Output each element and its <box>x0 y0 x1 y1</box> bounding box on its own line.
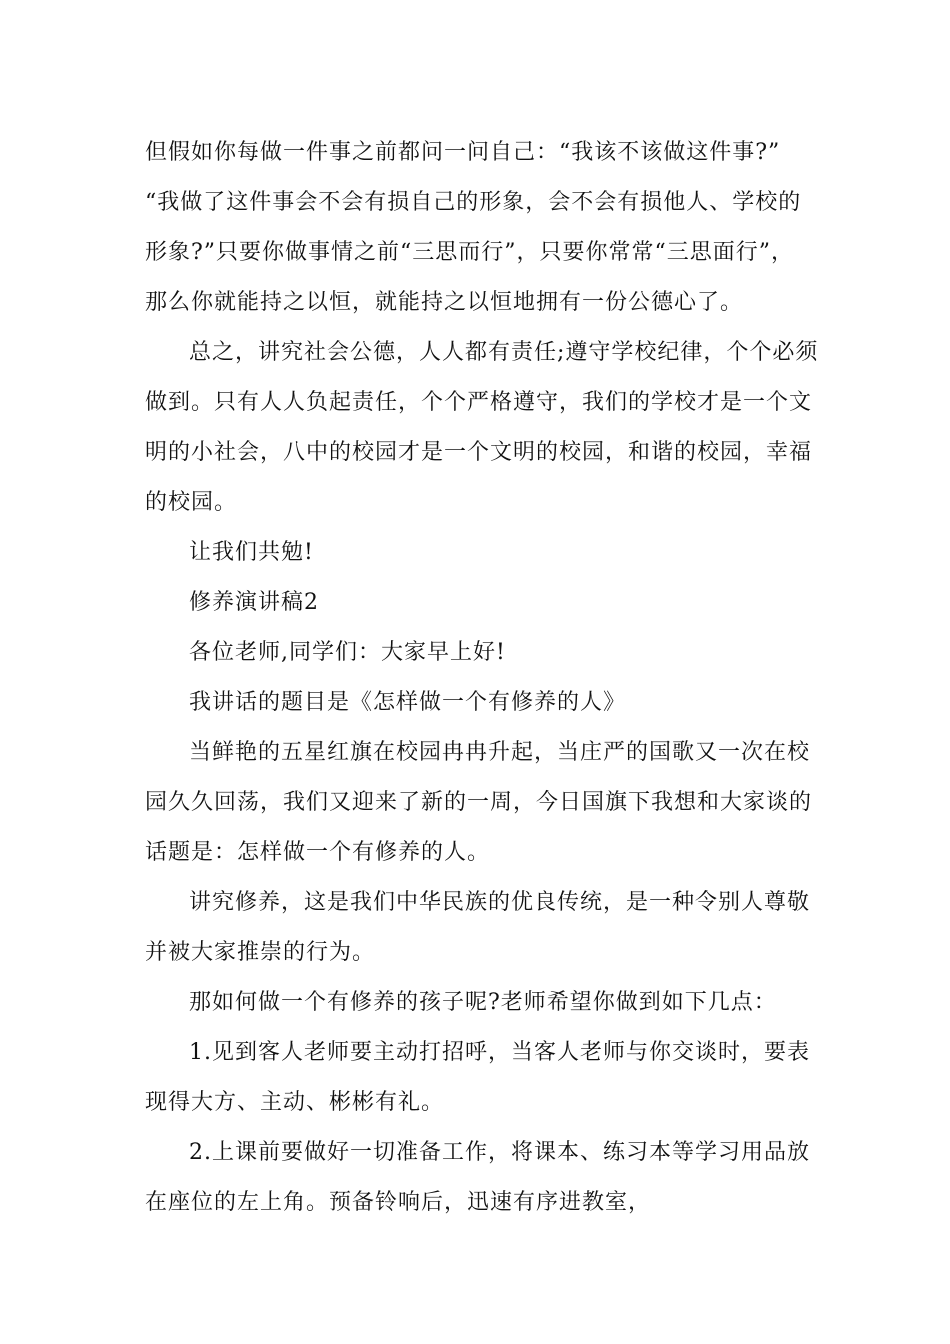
text-line: 园久久回荡，我们又迎来了新的一周，今日国旗下我想和大家谈的 <box>145 790 813 815</box>
text-line: 当鲜艳的五星红旗在校园冉冉升起，当庄严的国歌又一次在校 <box>189 740 811 765</box>
text-line: 明的小社会，八中的校园才是一个文明的校园，和谐的校园，幸福 <box>145 440 813 465</box>
text-line: “我做了这件事会不会有损自己的形象，会不会有损他人、学校的 <box>145 190 802 215</box>
paragraph <box>145 578 825 628</box>
text-line: 话题是：怎样做一个有修养的人。 <box>145 840 491 865</box>
text-line: 各位老师,同学们：大家早上好! <box>189 640 506 665</box>
text-line: 那如何做一个有修养的孩子呢?老师希望你做到如下几点： <box>189 990 777 1015</box>
text-line: 总之，讲究社会公德，人人都有责任;遵守学校纪律，个个必须 <box>189 340 819 365</box>
paragraph <box>145 628 825 678</box>
text-line: 让我们共勉! <box>189 540 314 565</box>
paragraph <box>145 328 825 528</box>
text-line: 在座位的左上角。预备铃响后，迅速有序进教室， <box>145 1190 652 1215</box>
text-line: 2.上课前要做好一切准备工作，将课本、练习本等学习用品放 <box>189 1140 810 1165</box>
paragraph <box>145 528 825 578</box>
text-line: 讲究修养，这是我们中华民族的优良传统，是一种令别人尊敬 <box>189 890 811 915</box>
paragraph <box>145 1028 825 1128</box>
paragraph <box>145 1128 825 1228</box>
paragraph <box>145 678 825 728</box>
text-line: 的校园。 <box>145 490 238 515</box>
text-line: 修养演讲稿2 <box>189 590 319 615</box>
text-line: 形象?”只要你做事情之前“三思而行”，只要你常常“三思面行”， <box>145 240 795 265</box>
text-line: 现得大方、主动、彬彬有礼。 <box>145 1090 445 1115</box>
text-line: 做到。只有人人负起责任，个个严格遵守，我们的学校才是一个文 <box>145 390 813 415</box>
text-line: 我讲话的题目是《怎样做一个有修养的人》 <box>189 690 627 715</box>
paragraph <box>145 128 825 328</box>
text-line: 并被大家推崇的行为。 <box>145 940 376 965</box>
text-line: 那么你就能持之以恒，就能持之以恒地拥有一份公德心了。 <box>145 290 744 315</box>
paragraph <box>145 978 825 1028</box>
paragraph <box>145 728 825 878</box>
text-line: 但假如你每做一件事之前都问一问自己：“我该不该做这件事?” <box>145 140 781 165</box>
document-body <box>145 128 825 1228</box>
paragraph <box>145 878 825 978</box>
text-line: 1.见到客人老师要主动打招呼，当客人老师与你交谈时，要表 <box>189 1040 810 1065</box>
